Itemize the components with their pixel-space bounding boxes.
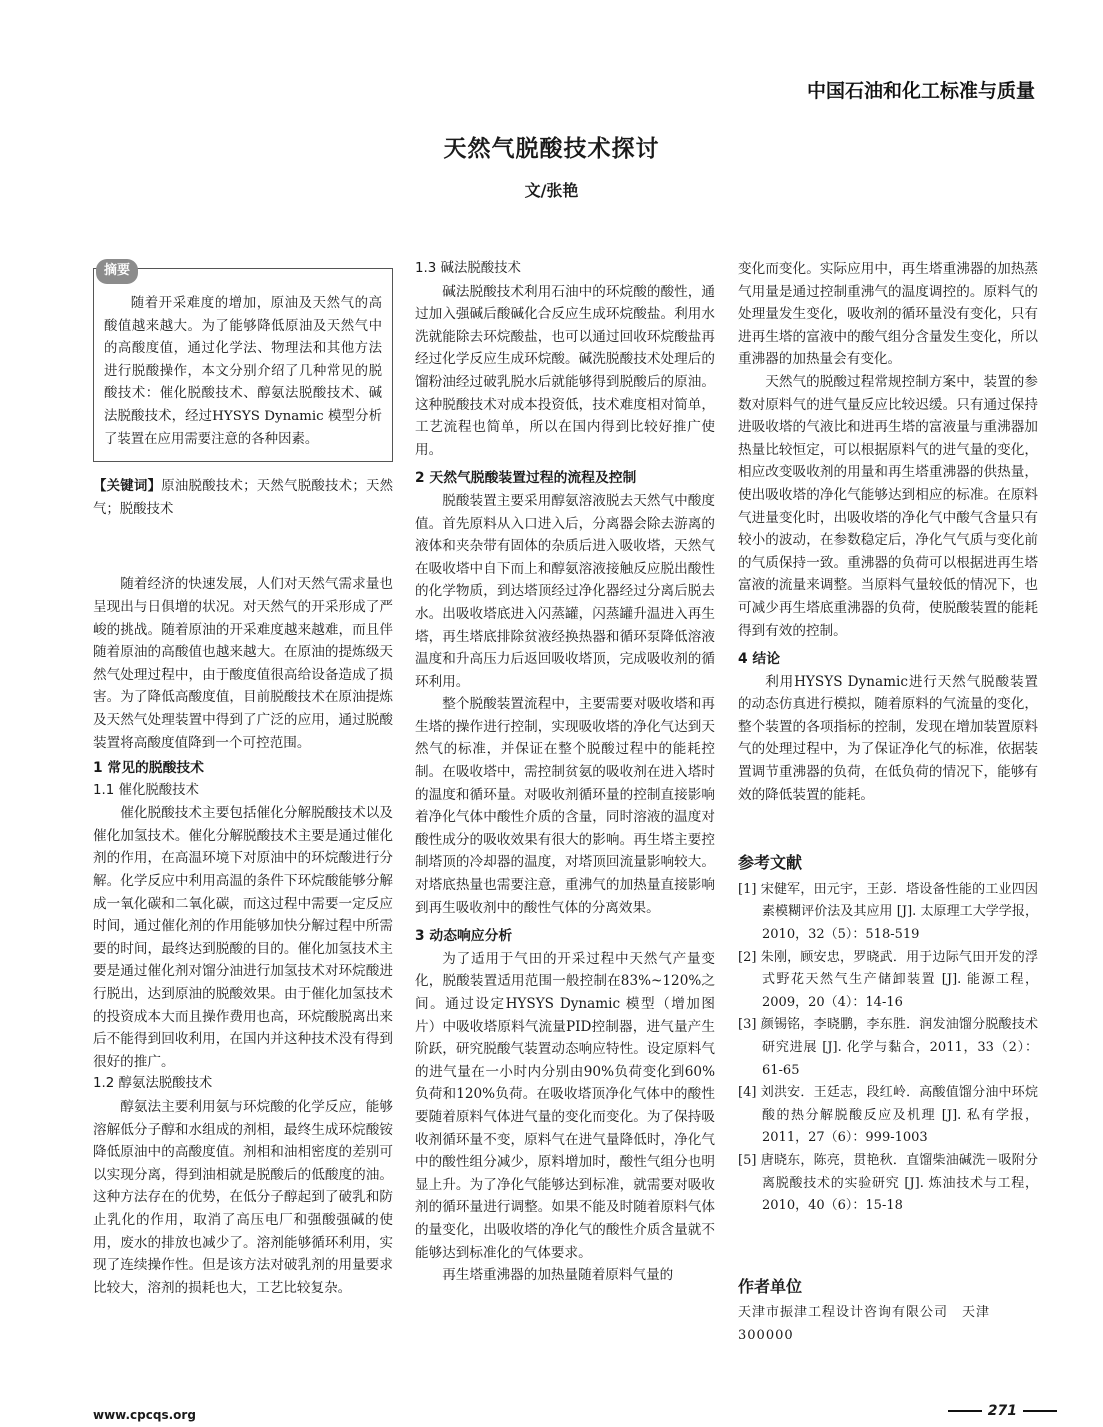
page-number-text: 271: [987, 1403, 1017, 1419]
section-heading-4: 4 结论: [738, 651, 780, 668]
paragraph-2-1: 脱酸装置主要采用醇氨溶液脱去天然气中酸度值。首先原料从入口进入后，分离器会除去游离的液体和夹杂带有固体的杂质后进入吸收塔，天然气在吸收塔中自下而上和醇氨溶液接触反应脱出酸性的化学物质，到达塔顶经过净化器经过分离后脱去水。出吸收塔底进入闪蒸罐，闪蒸罐升温进入再生塔，再生塔底排除贫液经换热器和循环泵降低溶液温度和升高压力后返回吸收塔顶，完成吸收剂的循环利用。: [415, 492, 715, 690]
keywords: [93, 476, 393, 521]
column-middle: [415, 258, 715, 1287]
keywords-label: 【关键词】: [93, 479, 162, 495]
keywords-text: 原油脱酸技术；天然气脱酸技术；天然气；脱酸技术: [93, 479, 394, 517]
author-unit-text: 天津市振津工程设计咨询有限公司 天津 300000: [738, 1305, 1005, 1343]
column-right: [738, 258, 1038, 1348]
page-number: [942, 1403, 1063, 1419]
reference-item: [2] 朱刚，顾安忠，罗晓武．用于边际气田开发的浮式野花天然气生产储卸装置 [J]. 能源工程，2009，20（4）：14-16: [738, 949, 1038, 1010]
journal-name: 中国石油和化工标准与质量: [806, 80, 1035, 102]
reference-item: [4] 刘洪安．王廷志，段红岭．高酸值馏分油中环烷酸的热分解脱酸反应及机理 [J]. 私有学报，2011，27（6）：999-1003: [738, 1085, 1038, 1146]
author-unit-title: 作者单位: [738, 1276, 803, 1296]
article-title: 天然气脱酸技术探讨: [443, 136, 660, 162]
section-heading-2: 2 天然气脱酸装置过程的流程及控制: [415, 470, 637, 487]
article-author: 文/张艳: [524, 181, 579, 200]
paragraph-3-2-continued: 变化而变化。实际应用中，再生塔重沸器的加热蒸气用量是通过控制重沸气的温度调控的。原料气的处理量发生变化，吸收剂的循环量没有变化，只有进再生塔的富液中的酸气组分含量发生变化，所以重沸器的加热量会有变化。: [738, 261, 1038, 368]
paragraph-1-1: 催化脱酸技术主要包括催化分解脱酸技术以及催化加氢技术。催化分解脱酸技术主要是通过催化剂的作用，在高温环境下对原油中的环烷酸进行分解。化学反应中利用高温的条件下环烷酸能够分解成一氧化碳和二氧化碳，而这过程中需要一定反应时间，通过催化剂的作用能够加快分解过程中所需要的时间，最终达到脱酸的目的。催化加氢技术主要是通过催化剂对馏分油进行加氢技术对环烷酸进行脱出，达到原油的脱酸效果。由于催化加氢技术的投资成本大而且操作费用也高，环烷酸脱离出来后不能得到回收利用，在国内并这种技术没有得到很好的推广。: [93, 805, 393, 1070]
section-heading-1-2: 1.2 醇氨法脱酸技术: [93, 1076, 213, 1092]
paragraph-3-3: 天然气的脱酸过程常规控制方案中，装置的参数对原料气的进气量反应比较迟缓。只有通过保持进吸收塔的气液比和进再生塔的富液量与重沸器加热量比较恒定，可以根据原料气的进气量的变化，相应改变吸收剂的用量和再生塔重沸器的供热量，使出吸收塔的净化气能够达到相应的标准。在原料气进量变化时，出吸收塔的净化气中酸气含量只有较小的波动，在参数稳定后，净化气气质与变化前的气质保持一致。重沸器的负荷可以根据进再生塔富液的流量来调整。当原料气量较低的情况下，也可减少再生塔底重沸器的负荷，使脱酸装置的能耗得到有效的控制。: [738, 373, 1038, 639]
section-heading-1-1: 1.1 催化脱酸技术: [93, 782, 199, 798]
section-heading-1: 1 常见的脱酸技术: [93, 760, 204, 777]
column-left: [93, 258, 393, 1299]
reference-item: [3] 颜锡铭，李晓鹏，李东胜．润发油馏分脱酸技术研究进展 [J]. 化学与黏合，2011，33（2）：61-65: [738, 1017, 1038, 1078]
abstract-box: [93, 263, 393, 462]
section-heading-3: 3 动态响应分析: [415, 928, 513, 945]
reference-item: [5] 唐晓东，陈亮，贯艳秋．直馏柴油碱洗－吸附分离脱酸技术的实验研究 [J]. 炼油技术与工程，2010，40（6）：15-18: [738, 1152, 1038, 1214]
abstract-label: 摘要: [96, 259, 138, 284]
references-title: 参考文献: [738, 853, 803, 873]
paragraph-1-2: 醇氨法主要利用氨与环烷酸的化学反应，能够溶解低分子醇和水组成的剂相，最终生成环烷酸铵降低原油中的高酸度值。剂相和油相密度的差别可以实现分离，得到油相就是脱酸后的低酸度的油。这种方法存在的优势，在低分子醇起到了破乳和防止乳化的作用，取消了高压电厂和强酸强碱的使用，废水的排放也减少了。溶剂能够循环利用，实现了连续操作性。但是该方法对破乳剂的用量要求比较大，溶剂的损耗也大，工艺比较复杂。: [93, 1099, 393, 1296]
paragraph-1-3: 碱法脱酸技术利用石油中的环烷酸的酸性，通过加入强碱后酸碱化合反应生成环烷酸盐。利用水洗就能除去环烷酸盐，也可以通过回收环烷酸盐再经过化学反应生成环烷酸。碱洗脱酸技术处理后的馏粉油经过破乳脱水后就能够得到脱酸后的原油。这种脱酸技术对成本投资低，技术难度相对简单，工艺流程也简单，所以在国内得到比较好推广使用。: [415, 283, 715, 458]
reference-item: [1] 宋健军，田元宇，王彭．塔设备性能的工业四因素模糊评价法及其应用 [J]. 太原理工大学学报，2010，32（5）：518-519: [738, 881, 1038, 943]
abstract-text: 随着开采难度的增加，原油及天然气的高酸值越来越大。为了能够降低原油及天然气中的高酸度值，通过化学法、物理法和其他方法进行脱酸操作，本文分别介绍了几种常见的脱酸技术：催化脱酸技术、醇氨法脱酸技术、碱法脱酸技术，经过HYSYS Dynamic 模型分析了装置在应用需要注意的各种因素。: [104, 296, 382, 447]
paragraph-3-2: 再生塔重沸器的加热量随着原料气量的: [442, 1267, 674, 1284]
paragraph-3-1: 为了适用于气田的开采过程中天然气产量变化，脱酸装置适用范围一般控制在83%~120%之间。通过设定HYSYS Dynamic 模型（增加图片）中吸收塔原料气流量PID控制器，进气量产生阶跃，研究脱酸气装置动态响应特性。设定原料气的进气量在一小时内分别由90%负荷变化到60%负荷和120%负荷。在吸收塔顶净化气体中的酸性要随着原料气体进气量的变化而变化。为了保持吸收剂循环量不变，原料气在进气量降低时，净化气中的酸性组分减少，原料增加时，酸性气组分也明显上升。为了净化气能够达到标准，就需要对吸收剂的循环量进行调整。如果不能及时随着原料气体的量变化，出吸收塔的净化气的酸性介质含量就不能够达到标准化的气体要求。: [415, 950, 715, 1261]
intro-paragraph: 随着经济的快速发展，人们对天然气需求量也呈现出与日俱增的状况。对天然气的开采形成了严峻的挑战。随着原油的开采难度越来越难，而且伴随着原油的高酸值也越来越大。在原油的提炼级天然气处理过程中，由于酸度值很高给设备造成了损害。为了降低高酸度值，目前脱酸技术在原油提炼及天然气处理装置中得到了广泛的应用，通过脱酸装置将高酸度值降到一个可控范围。: [93, 576, 393, 751]
section-heading-1-3: 1.3 碱法脱酸技术: [415, 261, 521, 276]
footer-website: www.cpcqs.org: [93, 1408, 196, 1422]
paragraph-4: 利用HYSYS Dynamic进行天然气脱酸装置的动态仿真进行模拟，随着原料的气流量的变化，整个装置的各项指标的控制，发现在增加装置原料气的处理过程中，为了保证净化气的标准，依据装置调节重沸器的负荷，在低负荷的情况下，能够有效的降低装置的能耗。: [738, 673, 1038, 803]
paragraph-2-2: 整个脱酸装置流程中，主要需要对吸收塔和再生塔的操作进行控制，实现吸收塔的净化气达到天然气的标准，并保证在整个脱酸过程中的能耗控制。在吸收塔中，需控制贫氨的吸收剂在进入塔时的温度和循环量。对吸收剂循环量的控制直接影响着净化气体中酸性介质的含量，同时溶液的温度对酸性成分的吸收效果有很大的影响。再生塔主要控制塔顶的冷却器的温度，对塔顶回流量影响较大。对塔底热量也需要注意，重沸气的加热量直接影响到再生吸收剂中的酸性气体的分离效果。: [415, 696, 715, 916]
